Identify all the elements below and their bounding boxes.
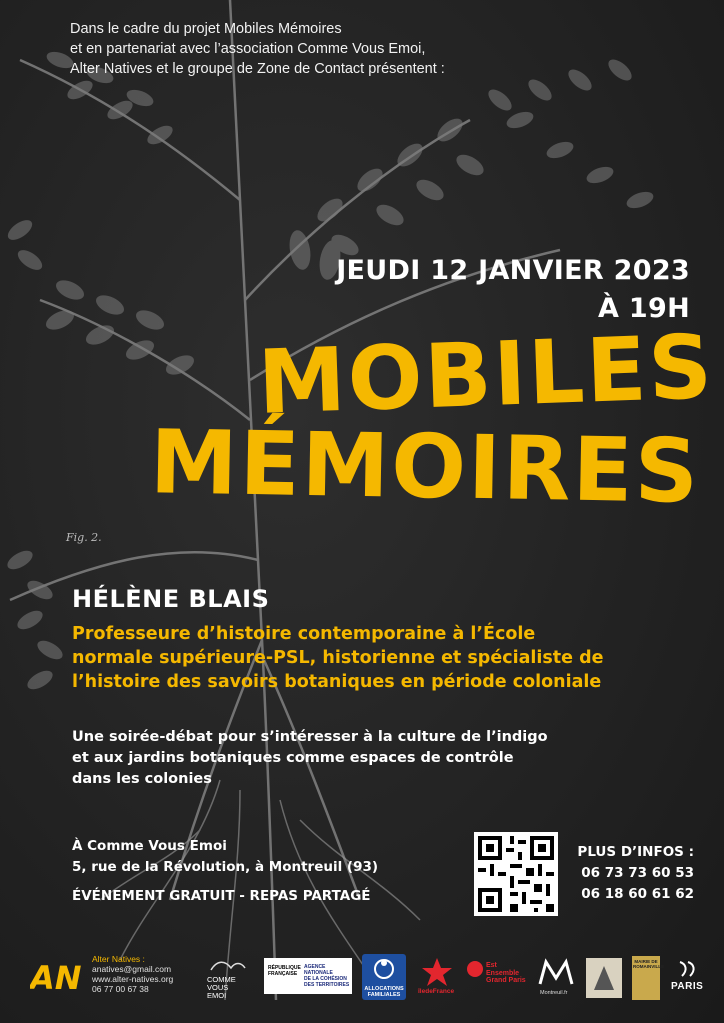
- rec-text: Grand Paris: [486, 977, 526, 984]
- anct-text: NATIONALE: [304, 970, 333, 976]
- role-line: Professeure d’histoire contemporaine à l’École: [72, 624, 536, 644]
- title-line-1: MOBILES: [256, 315, 716, 434]
- role-line: l’histoire des savoirs botaniques en période coloniale: [72, 672, 602, 692]
- caf-logo: [362, 954, 406, 1000]
- montreuil-logo: [536, 956, 580, 1000]
- comme-vous-emoi-logo: [205, 956, 249, 998]
- event-note: ÉVÉNEMENT GRATUIT - REPAS PARTAGÉ: [72, 888, 371, 904]
- venue-address: 5, rue de la Révolution, à Montreuil (93): [72, 859, 379, 875]
- cve-text: COMME: [207, 975, 236, 984]
- svg-text:AN: AN: [30, 959, 82, 993]
- alter-natives-logo: [30, 959, 86, 993]
- paris-text: PARIS: [671, 981, 704, 992]
- sh-text: ROMAINVILLE: [633, 964, 664, 969]
- rf-text: FRANÇAISE: [268, 971, 298, 977]
- partner-logos: [0, 950, 724, 1010]
- contact-phone[interactable]: 06 73 73 60 53: [581, 865, 694, 881]
- anct-text: DE LA COHÉSION: [304, 976, 347, 982]
- description-line: dans les colonies: [72, 771, 212, 787]
- title-line-2: MÉMOIRES: [149, 410, 701, 523]
- contact-heading: PLUS D’INFOS :: [577, 844, 694, 860]
- anct-text: DES TERRITOIRES: [304, 982, 350, 988]
- est-ensemble-logo: [466, 960, 528, 994]
- republique-francaise-anct-logo: [264, 958, 352, 994]
- rec-text: Est: [486, 962, 497, 969]
- ile-de-france-logo: [416, 956, 458, 998]
- alter-natives-website[interactable]: www.alter-natives.org: [92, 974, 174, 984]
- alter-natives-email[interactable]: anatives@gmail.com: [92, 964, 172, 974]
- cve-emblem-icon: [205, 956, 249, 976]
- alter-natives-contact: [92, 954, 173, 994]
- intro-line: Dans le cadre du projet Mobiles Mémoires: [70, 21, 342, 37]
- event-description: [72, 727, 632, 790]
- idf-text: îledeFrance: [418, 988, 455, 995]
- speaker-role: [72, 622, 692, 694]
- romainville-emblem-logo: [586, 958, 622, 998]
- venue-name: À Comme Vous Emoi: [72, 838, 227, 854]
- mairie-romainville-logo: [632, 956, 664, 1000]
- paris-logo: [668, 958, 708, 998]
- cve-text: VOUS EMOI: [207, 983, 229, 1000]
- rf-text: RÉPUBLIQUE: [268, 965, 301, 971]
- qr-code[interactable]: [474, 832, 558, 916]
- figure-caption: Fig. 2.: [66, 531, 102, 544]
- montreuil-m-icon: [536, 956, 580, 988]
- event-datetime: [336, 252, 690, 328]
- intro-line: Alter Natives et le groupe de Zone de Contact présentent :: [70, 61, 445, 77]
- est-ensemble-icon: [466, 960, 484, 978]
- role-line: normale supérieure-PSL, historienne et spécialiste de: [72, 648, 604, 668]
- event-date: JEUDI 12 JANVIER 2023: [336, 255, 690, 286]
- caf-text: ALLOCATIONS: [364, 986, 404, 992]
- description-line: Une soirée-débat pour s’intéresser à la culture de l’indigo: [72, 729, 548, 745]
- event-time: À 19H: [598, 293, 690, 324]
- sh-text: MAIRIE DE: [634, 959, 658, 964]
- caf-emblem-icon: [362, 954, 406, 984]
- intro-line: et en partenariat avec l’association Comme Vous Emoi,: [70, 41, 426, 57]
- paris-ship-icon: [668, 958, 708, 980]
- rec-text: Ensemble: [486, 969, 520, 977]
- romainville-emblem-icon: [586, 958, 622, 998]
- description-line: et aux jardins botaniques comme espaces de contrôle: [72, 750, 514, 766]
- speaker-name: HÉLÈNE BLAIS: [72, 585, 270, 613]
- contact-phone[interactable]: 06 18 60 61 62: [581, 886, 694, 902]
- caf-text: FAMILIALES: [367, 992, 401, 998]
- venue-info: [72, 836, 452, 907]
- idf-star-icon: [416, 956, 458, 988]
- mc-text: Montreuil.fr: [540, 990, 568, 996]
- alter-natives-phone: 06 77 00 67 38: [92, 984, 149, 994]
- contact-info: [577, 842, 694, 905]
- alter-natives-label: Alter Natives :: [92, 954, 145, 964]
- anct-text: AGENCE: [304, 964, 326, 970]
- intro-text: [70, 19, 530, 79]
